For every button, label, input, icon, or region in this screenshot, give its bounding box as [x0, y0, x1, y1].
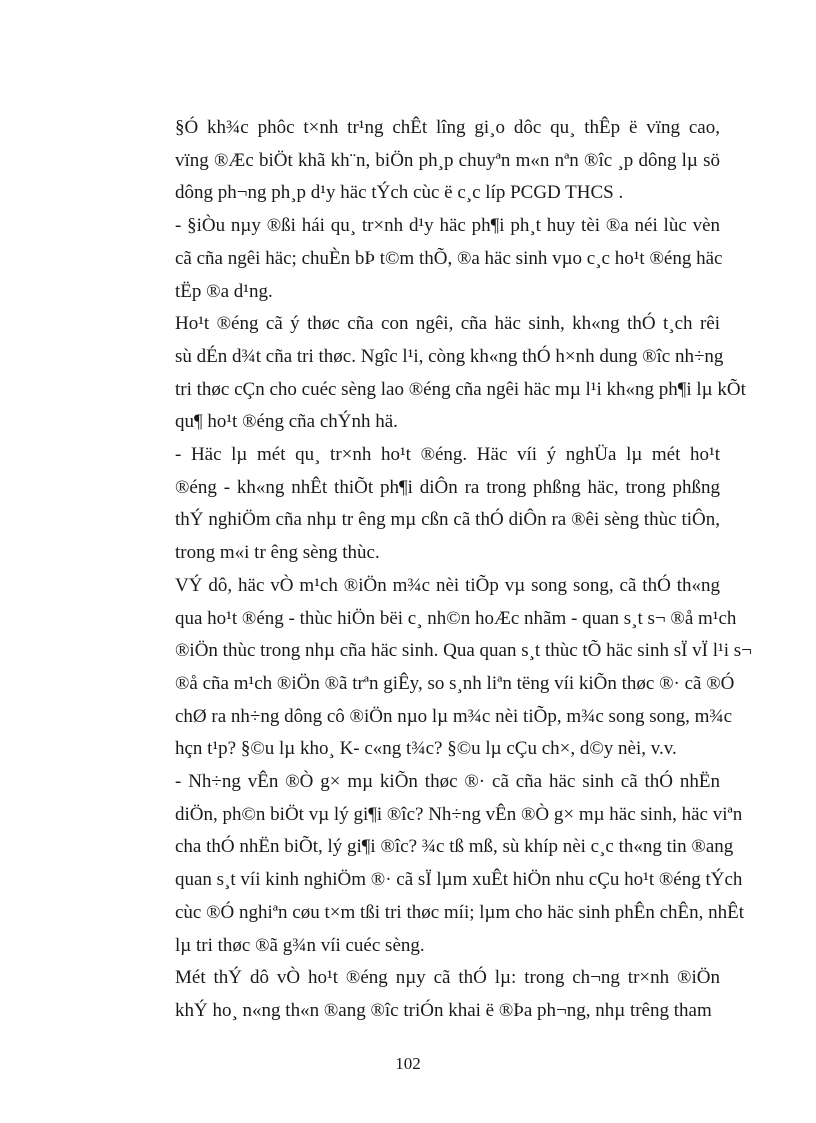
text-line: - Nh÷ng vÊn ®Ò g× mµ kiÕn thøc ®· cã cña häc sinh cã thÓ nhËn — [175, 771, 720, 793]
text-line: lµ tri thøc ®ã g¾n víi cuéc sèng. — [175, 934, 425, 956]
text-line: hçn t¹p? §©u lµ kho¸ K- c«ng t¾c? §©u lµ cÇu ch×, d©y nèi, v.v. — [175, 738, 677, 760]
paragraph — [148, 962, 720, 1027]
text-line: diÖn, ph©n biÖt vµ lý gi¶i ®îc? Nh÷ng vÊn ®Ò g× mµ häc sinh, häc viªn — [175, 803, 743, 825]
text-line: sù dÉn d¾t cña tri thøc. Ngîc l¹i, còng kh«ng thÓ h×nh dung ®îc nh÷ng — [175, 345, 724, 367]
paragraph — [148, 766, 745, 962]
text-line: tri thøc cÇn cho cuéc sèng lao ®éng cña ngêi häc mµ l¹i kh«ng ph¶i lµ kÕt — [175, 378, 746, 400]
text-line: tËp ®a d¹ng. — [175, 280, 273, 302]
paragraph — [148, 439, 720, 570]
text-line: qu¶ ho¹t ®éng cña chÝnh hä. — [175, 411, 398, 433]
text-line: vïng ®Æc biÖt khã kh¨n, biÖn ph¸p chuyªn m«n nªn ®îc ¸p dông lµ sö — [175, 149, 720, 171]
text-line: VÝ dô, häc vÒ m¹ch ®iÖn m¾c nèi tiÕp vµ song song, cã thÓ th«ng — [175, 574, 720, 596]
text-line: ®éng - kh«ng nhÊt thiÕt ph¶i diÔn ra trong phßng häc, trong phßng — [175, 476, 720, 498]
text-line: chØ ra nh÷ng dông cô ®iÖn nµo lµ m¾c nèi tiÕp, m¾c song song, m¾c — [175, 705, 733, 727]
text-line: cùc ®Ó nghiªn cøu t×m tßi tri thøc míi; lµm cho häc sinh phÊn chÊn, nhÊt — [175, 901, 745, 923]
text-line: khÝ ho¸ n«ng th«n ®ang ®îc triÓn khai ë ®Þa ph¬ng, nhµ trêng tham — [175, 999, 712, 1021]
text-line: trong m«i tr êng sèng thùc. — [175, 542, 380, 564]
text-line: Mét thÝ dô vÒ ho¹t ®éng nµy cã thÓ lµ: trong ch¬ng tr×nh ®iÖn — [175, 967, 720, 989]
text-line: - Häc lµ mét qu¸ tr×nh ho¹t ®éng. Häc víi ý nghÜa lµ mét ho¹t — [175, 444, 720, 466]
body-text — [148, 112, 752, 1028]
text-line: ®iÖn thùc trong nhµ cña häc sinh. Qua quan s¸t thùc tÕ häc sinh sÏ vÏ l¹i s¬ — [175, 640, 752, 662]
text-line: dông ph¬ng ph¸p d¹y häc tÝch cùc ë c¸c líp PCGD THCS . — [175, 182, 624, 204]
text-line: cã cña ngêi häc; chuÈn bÞ t©m thÕ, ®a häc sinh vµo c¸c ho¹t ®éng häc — [175, 247, 723, 269]
text-line: - §iÒu nµy ®ßi hái qu¸ tr×nh d¹y häc ph¶i ph¸t huy tèi ®a néi lùc vèn — [175, 215, 720, 237]
text-line: Ho¹t ®éng cã ý thøc cña con ngêi, cña häc sinh, kh«ng thÓ t¸ch rêi — [175, 313, 720, 335]
text-line: quan s¸t víi kinh nghiÖm ®· cã sÏ lµm xuÊt hiÖn nhu cÇu ho¹t ®éng tÝch — [175, 869, 743, 891]
page-number: 102 — [395, 1054, 421, 1073]
paragraph — [148, 112, 720, 210]
paragraph — [148, 210, 723, 308]
text-line: §Ó kh¾c phôc t×nh tr¹ng chÊt lîng gi¸o dôc qu¸ thÊp ë vïng cao, — [175, 117, 720, 138]
text-line: qua ho¹t ®éng - thùc hiÖn bëi c¸ nh©n hoÆc nhãm - quan s¸t s¬ ®å m¹ch — [175, 607, 737, 629]
text-line: ®å cña m¹ch ®iÖn ®ã trªn giÊy, so s¸nh liªn tëng víi kiÕn thøc ®· cã ®Ó — [175, 672, 735, 694]
paragraph — [148, 308, 746, 439]
text-line: cha thÓ nhËn biÕt, lý gi¶i ®îc? ¾c tß mß, sù khíp nèi c¸c th«ng tin ®ang — [175, 836, 734, 858]
text-line: thÝ nghiÖm cña nhµ tr êng mµ cßn cã thÓ diÔn ra ®êi sèng thùc tiÔn, — [175, 509, 720, 531]
paragraph — [148, 570, 752, 766]
